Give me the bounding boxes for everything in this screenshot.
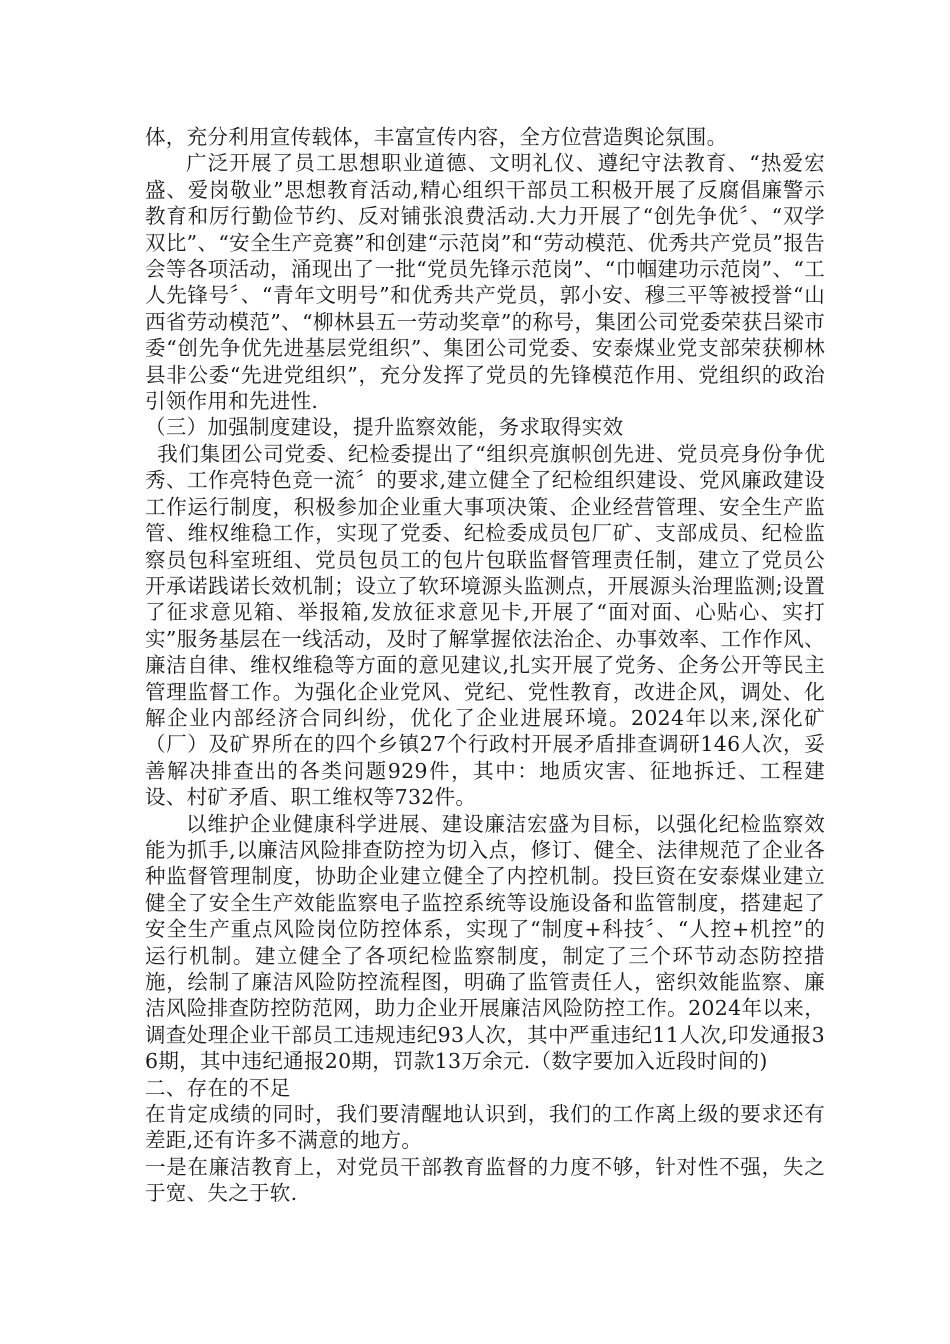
paragraph-integrity-risk-control: 以维护企业健康科学进展、建设廉洁宏盛为目标，以强化纪检监察效能为抓手,以廉洁风险排查防控为切入点，修订、健全、法律规范了企业各种监督管理制度，协助企业建立健全了内控机制。投巨资在安泰煤业建立健全了安全生产效能监察电子监控系统等设施设备和监管制度，搭建起了安全生产重点风险岗位防控体系，实现了“制度+科技〞、“人控+机控”的运行机制。建立健全了各项纪检监察制度，制定了三个环节动态防控措施，绘制了廉洁风险防控流程图，明确了监管责任人，密织效能监察、廉洁风险排查防控防范网，助力企业开展廉洁风险防控工作。2024年以来，调查处理企业干部员工违规违纪93人次，其中严重违纪11人次,印发通报36期，其中违纪通报20期，罚款13万余元.（数字要加入近段时间的) — [145, 811, 825, 1074]
paragraph-supervision-system: 我们集团公司党委、纪检委提出了“组织亮旗帜创先进、党员亮身份争优秀、工作亮特色竞一流〞的要求,建立健全了纪检组织建设、党风廉政建设工作运行制度，积极参加企业重大事项决策、企业经营管理、安全生产监管、维权维稳工作，实现了党委、纪检委成员包厂矿、支部成员、纪检监察员包科室班组、党员包员工的包片包联监督管理责任制，建立了党员公开承诺践诺长效机制；设立了软环境源头监测点，开展源头治理监测;设置了征求意见箱、举报箱,发放征求意见卡,开展了“面对面、心贴心、实打实”服务基层在一线活动，及时了解掌握依法治企、办事效率、工作作风、廉洁自律、维权维稳等方面的意见建议,扎实开展了党务、企务公开等民主管理监督工作。为强化企业党风、党纪、党性教育，改进企风，调处、化解企业内部经济合同纠纷，优化了企业进展环境。2024年以来,深化矿（厂）及矿界所在的四个乡镇27个行政村开展矛盾排查调研146人次，妥善解决排查出的各类问题929件，其中：地质灾害、征地拆迁、工程建设、村矿矛盾、职工维权等732件。 — [145, 441, 825, 810]
document-page — [145, 124, 825, 1207]
paragraph-continuation: 体，充分利用宣传载体，丰富宣传内容，全方位营造舆论氛围。 — [145, 125, 728, 149]
section-heading-shortcomings: 二、存在的不足 — [145, 1075, 291, 1100]
paragraph-shortcomings-intro: 在肯定成绩的同时，我们要清醒地认识到，我们的工作离上级的要求还有差距,还有许多不满意的地方。 — [145, 1102, 825, 1153]
paragraph-ideological-education: 广泛开展了员工思想职业道德、文明礼仪、遵纪守法教育、“热爱宏盛、爱岗敬业”思想教育活动,精心组织干部员工积极开展了反腐倡廉警示教育和厉行勤俭节约、反对铺张浪费活动.大力开展了“创先争优〞、“双学双比”、“安全生产竞赛”和创建“示范岗”和“劳动模范、优秀共产党员”报告会等各项活动，涌现出了一批“党员先锋示范岗”、“巾帼建功示范岗”、“工人先锋号〞、“青年文明号”和优秀共产党员，郭小安、穆三平等被授誉“山西省劳动模范”、“柳林县五一劳动奖章”的称号，集团公司党委荣获吕梁市委“创先争优先进基层党组织”、集团公司党委、安泰煤业党支部荣获柳林县非公委“先进党组织”，充分发挥了党员的先锋模范作用、党组织的政治引领作用和先进性. — [145, 151, 825, 414]
subheading-system-building: （三）加强制度建设，提升监察效能，务求取得实效 — [145, 415, 624, 440]
paragraph-shortcoming-one: 一是在廉洁教育上，对党员干部教育监督的力度不够，针对性不强，失之于宽、失之于软. — [145, 1154, 825, 1206]
